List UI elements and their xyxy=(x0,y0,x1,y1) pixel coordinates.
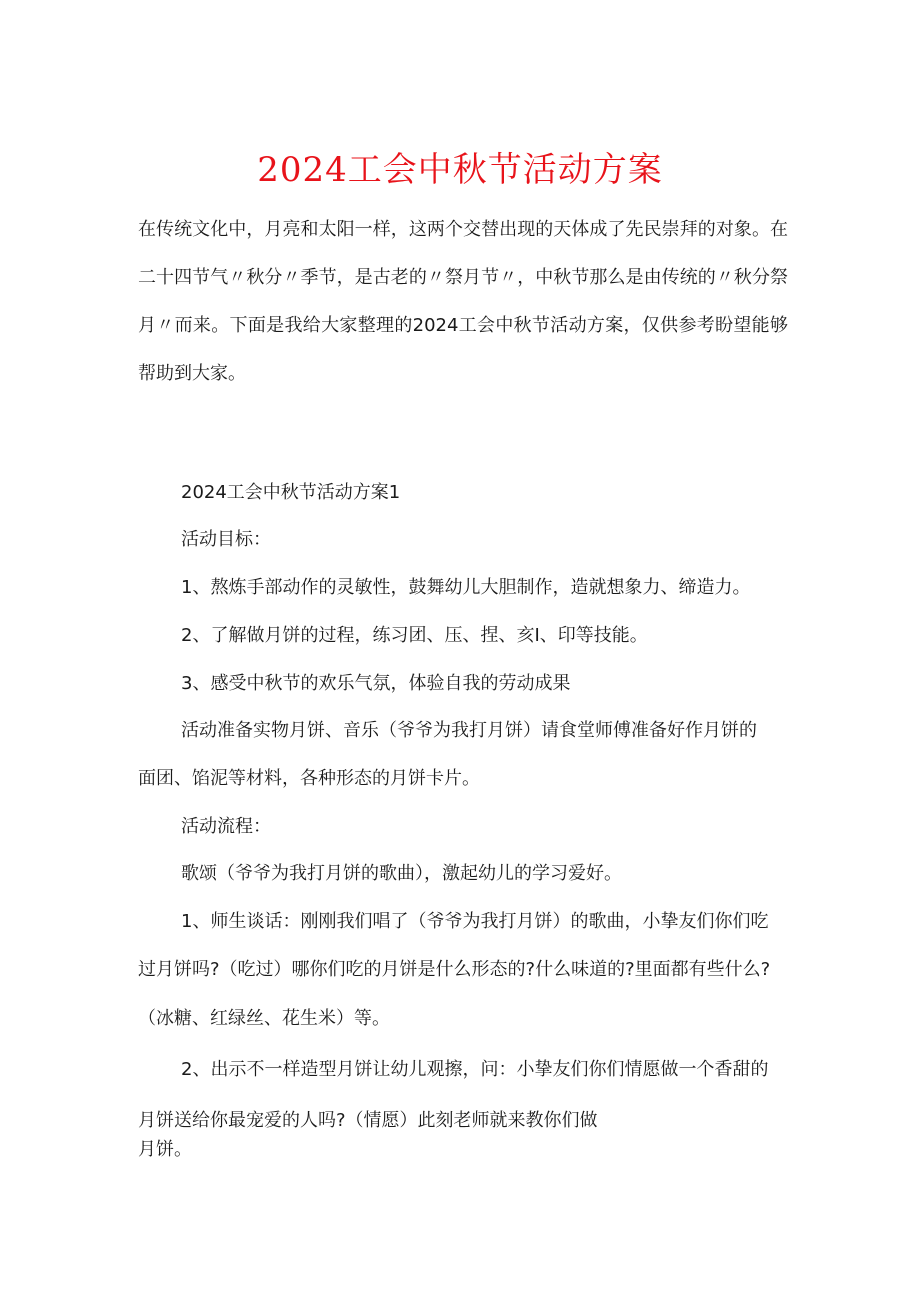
prep-line: 活动准备实物月饼、音乐（爷爷为我打月饼）请食堂师傅准备好作月饼的 xyxy=(181,720,757,741)
step2-line: 月饼。 xyxy=(138,1139,192,1160)
step1-line: （冰糖、红绿丝、花生米）等。 xyxy=(138,1008,390,1029)
goal-heading: 活动目标： xyxy=(181,529,271,550)
step2-line: 月饼送给你最宠爱的人吗?（情愿）此刻老师就来教你们做 xyxy=(138,1110,598,1131)
section-title: 2024工会中秋节活动方案1 xyxy=(181,482,401,503)
goal-item: 3、感受中秋节的欢乐气氛，体验自我的劳动成果 xyxy=(181,673,571,694)
document-title: 2024工会中秋节活动方案 xyxy=(257,150,663,190)
step1-line: 1、师生谈话：刚刚我们唱了（爷爷为我打月饼）的歌曲，小挚友们你们吃 xyxy=(181,911,769,932)
goal-item: 1、熬炼手部动作的灵敏性，鼓舞幼儿大胆制作，造就想象力、缔造力。 xyxy=(181,577,751,598)
goal-item: 2、了解做月饼的过程，练习团、压、捏、亥I、印等技能。 xyxy=(181,625,648,646)
flow-heading: 活动流程： xyxy=(181,816,271,837)
intro-paragraph: 在传统文化中，月亮和太阳一样，这两个交替出现的天体成了先民崇拜的对象。在二十四节气〃秋分〃季节，是古老的〃祭月节〃，中秋节那么是由传统的〃秋分祭月〃而来。下面是我给大家整理的2024工会中秋节活动方案，仅供参考盼望能够帮助到大家。 xyxy=(138,219,788,384)
step2-line: 2、出示不一样造型月饼让幼儿观擦，问：小挚友们你们情愿做一个香甜的 xyxy=(181,1059,769,1080)
flow-intro: 歌颂（爷爷为我打月饼的歌曲），激起幼儿的学习爱好。 xyxy=(181,863,622,884)
step1-line: 过月饼吗?（吃过）哪你们吃的月饼是什么形态的?什么味道的?里面都有些什么? xyxy=(138,959,771,980)
prep-line: 面团、馅泥等材料，各种形态的月饼卡片。 xyxy=(138,768,480,789)
